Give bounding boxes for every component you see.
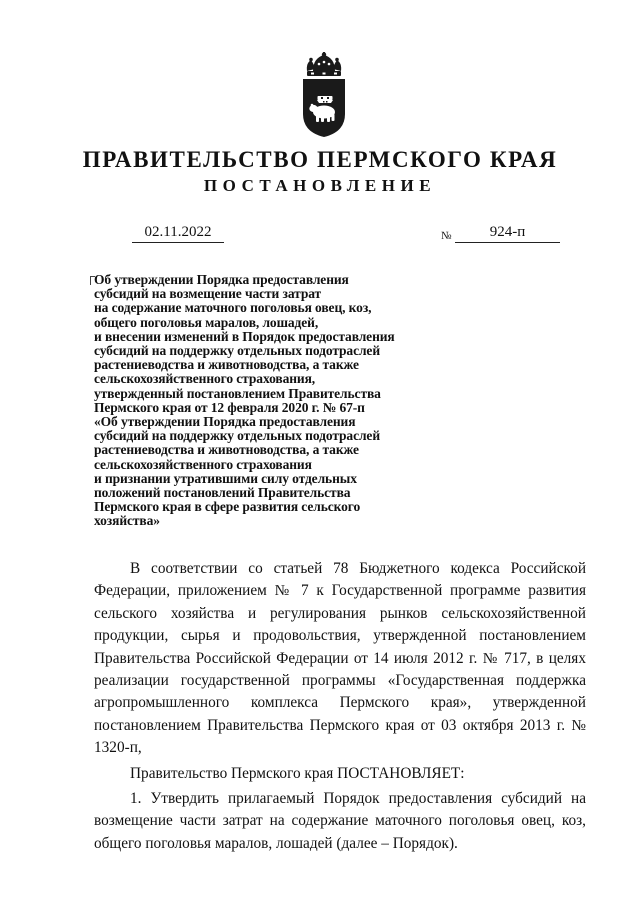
- document-number: 924-п: [455, 223, 560, 243]
- document-body: [94, 558, 586, 855]
- title-line: Пермского края от 12 февраля 2020 г. № 67-п: [94, 399, 365, 415]
- title-line: растениеводства и животноводства, а также: [94, 442, 359, 458]
- government-title: ПРАВИТЕЛЬСТВО ПЕРМСКОГО КРАЯ: [82, 147, 558, 172]
- title-line: сельскохозяйственного страхования,: [94, 371, 316, 387]
- document-title: [94, 273, 454, 529]
- title-line: утвержденный постановлением Правительства: [94, 385, 381, 401]
- title-line: субсидий на возмещение части затрат: [94, 286, 322, 302]
- title-line: общего поголовья маралов, лошадей,: [94, 314, 319, 330]
- clause-1-paragraph: 1. Утвердить прилагаемый Порядок предоставления субсидий на возмещение части затрат на содержание маточного поголовья овец, коз, общего поголовья маралов, лошадей (далее – Порядок).: [94, 790, 586, 852]
- title-line: субсидий на поддержку отдельных подотраслей: [94, 343, 381, 359]
- document-type: ПОСТАНОВЛЕНИЕ: [203, 176, 437, 195]
- title-line: на содержание маточного поголовья овец, коз,: [94, 300, 372, 316]
- title-line: субсидий на поддержку отдельных подотраслей: [94, 428, 381, 444]
- title-line: «Об утверждении Порядка предоставления: [94, 414, 356, 430]
- title-line: положений постановлений Правительства: [94, 485, 351, 501]
- title-line: сельскохозяйственного страхования: [94, 456, 312, 472]
- title-line: и внесении изменений в Порядок предоставления: [94, 328, 395, 344]
- title-line: растениеводства и животноводства, а также: [94, 357, 359, 373]
- preamble-paragraph: В соответствии со статьей 78 Бюджетного кодекса Российской Федерации, приложением № 7 к Государственной программе развития сельского хозяйства и регулирования рынков сельскохозяйственной продукции, сырья и продовольствия, утвержденной постановлением Правительства Российской Федерации от 14 июля 2012 г. № 717, в целях реализации государственной программы «Государственная поддержка агропромышленного комплекса Пермского края», утвержденной постановлением Правительства Пермского края от 03 октября 2013 г. № 1320-п,: [94, 560, 586, 757]
- resolution-paragraph: Правительство Пермского края ПОСТАНОВЛЯЕТ:: [130, 764, 465, 782]
- perm-krai-coat-of-arms-icon: [297, 52, 351, 138]
- title-line: и признании утратившими силу отдельных: [94, 470, 357, 486]
- number-label: №: [441, 230, 452, 242]
- title-line: Об утверждении Порядка предоставления: [94, 272, 349, 287]
- document-date: 02.11.2022: [132, 223, 224, 243]
- title-line: Пермского края в сфере развития сельского: [94, 499, 361, 515]
- title-line: хозяйства»: [94, 513, 160, 529]
